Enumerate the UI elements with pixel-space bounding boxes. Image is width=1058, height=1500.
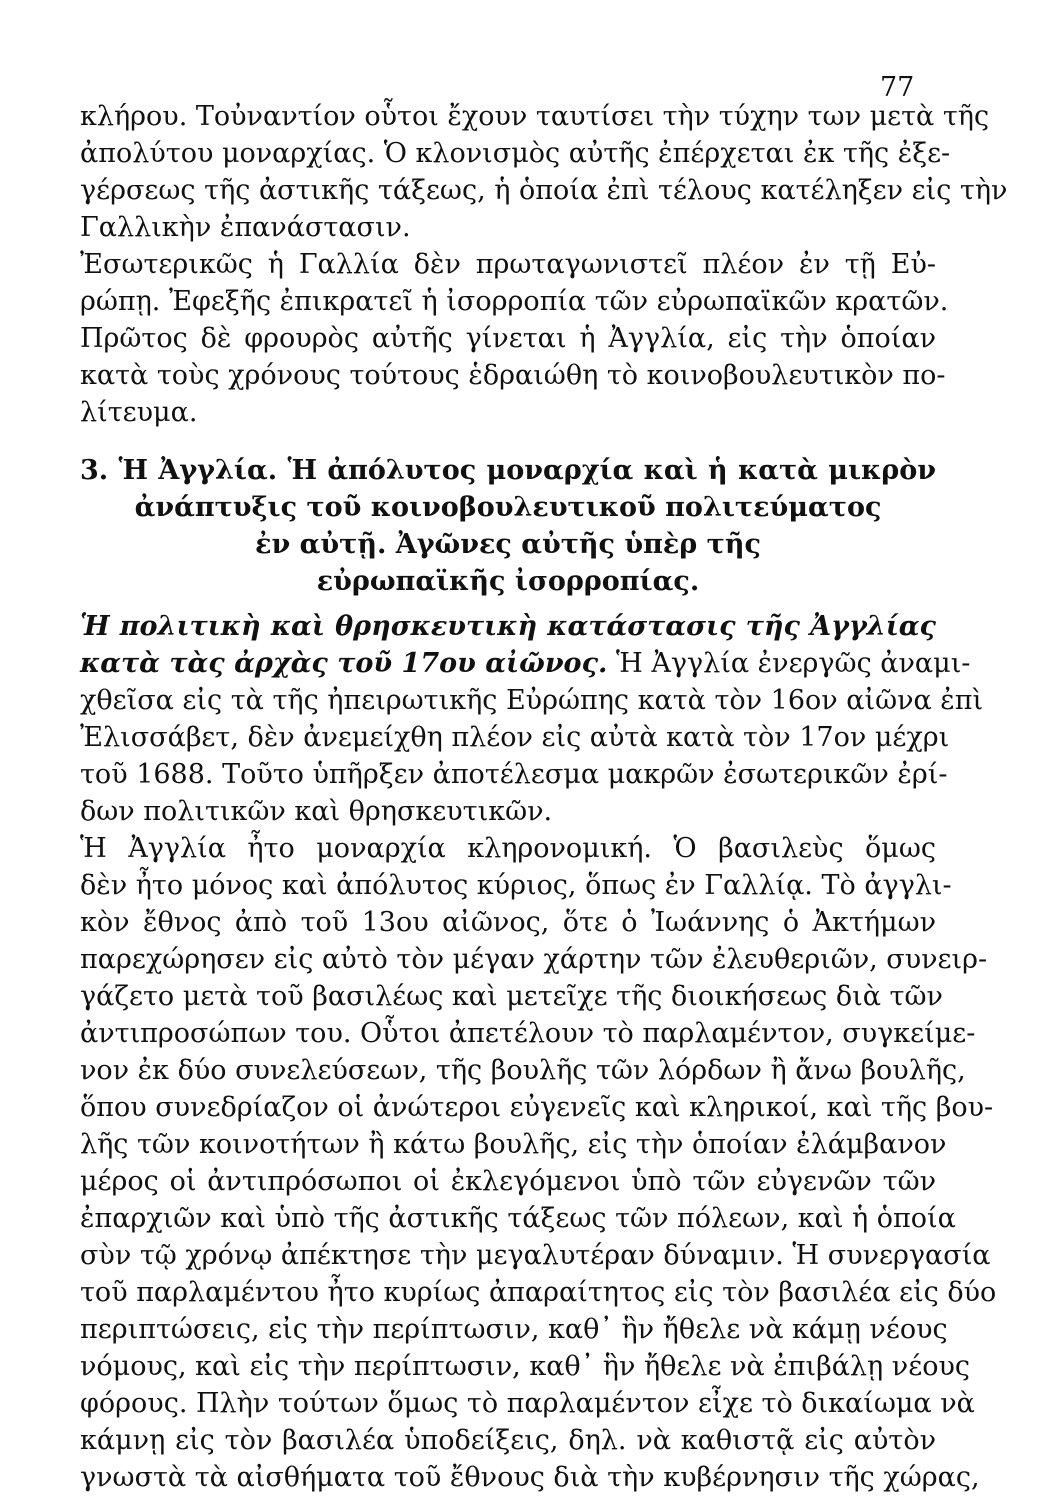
subheading-title-end: κατὰ τὰς ἀρχὰς τοῦ 17ου αἰῶνος. bbox=[80, 648, 608, 679]
page-number: 77 bbox=[880, 72, 915, 103]
heading-line: 3. Ἡ Ἀγγλία. Ἡ ἀπόλυτος μοναρχία καὶ ἡ κατὰ μικρὸν bbox=[80, 455, 936, 486]
text-line: νόμους, καὶ εἰς τὴν περίπτωσιν, καθ᾽ ἣν ἤθελε νὰ ἐπιβάλῃ νέους bbox=[80, 1351, 970, 1382]
subheading-text: Ἡ Ἀγγλία ἐνεργῶς ἀναμι- bbox=[607, 648, 971, 679]
text-line: μέρος οἱ ἀντιπρόσωποι οἱ ἐκλεγόμενοι ὑπὸ τῶν εὐγενῶν τῶν bbox=[80, 1166, 936, 1197]
text-line: δων πολιτικῶν καὶ θρησκευτικῶν. bbox=[80, 796, 553, 827]
text-line: ρώπῃ. Ἐφεξῆς ἐπικρατεῖ ἡ ἰσορροπία τῶν εὐρωπαϊκῶν κρατῶν. bbox=[80, 286, 949, 317]
subheading-continuation bbox=[80, 645, 971, 682]
text-line: νον ἐκ δύο συνελεύσεων, τῆς βουλῆς τῶν λόρδων ἢ ἄνω βουλῆς, bbox=[80, 1055, 966, 1086]
text-line: λίτευμα. bbox=[80, 397, 198, 428]
text-line: παρεχώρησεν εἰς αὐτὸ τὸν μέγαν χάρτην τῶν ἐλευθεριῶν, συνειρ- bbox=[80, 944, 988, 975]
text-line: κλήρου. Τοὐναντίον οὗτοι ἔχουν ταυτίσει τὴν τύχην των μετὰ τῆς bbox=[80, 101, 990, 132]
text-line: ἐπαρχιῶν καὶ ὑπὸ τῆς ἀστικῆς τάξεως τῶν πόλεων, καὶ ἡ ὁποία bbox=[80, 1203, 956, 1234]
text-line: τοῦ 1688. Τοῦτο ὑπῆρξεν ἀποτέλεσμα μακρῶν ἐσωτερικῶν ἐρί- bbox=[80, 759, 948, 790]
text-line: γέρσεως τῆς ἀστικῆς τάξεως, ἡ ὁποία ἐπὶ τέλους κατέληξεν εἰς τὴν bbox=[80, 175, 1008, 206]
text-line: λῆς τῶν κοινοτήτων ἢ κάτω βουλῆς, εἰς τὴν ὁποίαν ἐλάμβανον bbox=[80, 1129, 947, 1160]
text-line: χθεῖσα εἰς τὰ τῆς ἠπειρωτικῆς Εὐρώπης κατὰ τὸν 16ον αἰῶνα ἐπὶ bbox=[80, 685, 984, 716]
section-heading bbox=[80, 452, 936, 600]
subheading-line: Ἡ πολιτικὴ καὶ θρησκευτικὴ κατάστασις τῆς Ἀγγλίας bbox=[80, 611, 936, 642]
heading-line: εὐρωπαϊκῆς ἰσορροπίας. bbox=[316, 566, 700, 597]
text-line: φόρους. Πλὴν τούτων ὅμως τὸ παρλαμέντον εἶχε τὸ δικαίωμα νὰ bbox=[80, 1388, 975, 1419]
text-line: γάζετο μετὰ τοῦ βασιλέως καὶ μετεῖχε τῆς διοικήσεως διὰ τῶν bbox=[80, 981, 943, 1012]
text-line: ἀπολύτου μοναρχίας. Ὁ κλονισμὸς αὐτῆς ἐπέρχεται ἐκ τῆς ἐξε- bbox=[80, 138, 951, 169]
text-line: γνωστὰ τὰ αἰσθήματα τοῦ ἔθνους διὰ τὴν κυβέρνησιν τῆς χώρας, bbox=[80, 1462, 980, 1493]
text-line: κὸν ἔθνος ἀπὸ τοῦ 13ου αἰῶνος, ὅτε ὁ Ἰωάννης ὁ Ἀκτήμων bbox=[80, 907, 936, 938]
text-line: Ἡ Ἀγγλία ἦτο μοναρχία κληρονομική. Ὁ βασιλεὺς ὅμως bbox=[80, 833, 936, 864]
heading-line: ἀνάπτυξις τοῦ κοινοβουλευτικοῦ πολιτεύματος bbox=[134, 492, 882, 523]
heading-line: ἐν αὐτῇ. Ἀγῶνες αὐτῆς ὑπὲρ τῆς bbox=[255, 529, 761, 560]
text-line: ὅπου συνεδρίαζον οἱ ἀνώτεροι εὐγενεῖς καὶ κληρικοί, καὶ τῆς βου- bbox=[80, 1092, 994, 1123]
text-line: Πρῶτος δὲ φρουρὸς αὐτῆς γίνεται ἡ Ἀγγλία, εἰς τὴν ὁποίαν bbox=[80, 323, 936, 354]
text-line: περιπτώσεις, εἰς τὴν περίπτωσιν, καθ᾽ ἣν ἤθελε νὰ κάμῃ νέους bbox=[80, 1314, 948, 1345]
text-line: ἀντιπροσώπων του. Οὗτοι ἀπετέλουν τὸ παρλαμέντον, συγκείμε- bbox=[80, 1018, 976, 1049]
text-line: κατὰ τοὺς χρόνους τούτους ἑδραιώθη τὸ κοινοβουλευτικὸν πο- bbox=[80, 360, 946, 391]
text-line: σὺν τῷ χρόνῳ ἀπέκτησε τὴν μεγαλυτέραν δύναμιν. Ἡ συνεργασία bbox=[80, 1240, 991, 1271]
text-line: Ἐσωτερικῶς ἡ Γαλλία δὲν πρωταγωνιστεῖ πλέον ἐν τῇ Εὐ- bbox=[80, 249, 936, 280]
text-line: δὲν ἦτο μόνος καὶ ἀπόλυτος κύριος, ὅπως ἐν Γαλλίᾳ. Τὸ ἀγγλι- bbox=[80, 870, 952, 901]
text-line: Ἐλισσάβετ, δὲν ἀνεμείχθη πλέον εἰς αὐτὰ κατὰ τὸν 17ον μέχρι bbox=[80, 722, 950, 753]
text-line: Γαλλικὴν ἐπανάστασιν. bbox=[80, 212, 411, 243]
text-line: τοῦ παρλαμέντου ἦτο κυρίως ἀπαραίτητος εἰς τὸν βασιλέα εἰς δύο bbox=[80, 1277, 997, 1308]
text-line: κάμνῃ εἰς τὸν βασιλέα ὑποδείξεις, δηλ. νὰ καθιστᾷ εἰς αὐτὸν bbox=[80, 1425, 936, 1456]
intro-paragraphs bbox=[80, 98, 1008, 431]
main-section bbox=[80, 608, 997, 1496]
